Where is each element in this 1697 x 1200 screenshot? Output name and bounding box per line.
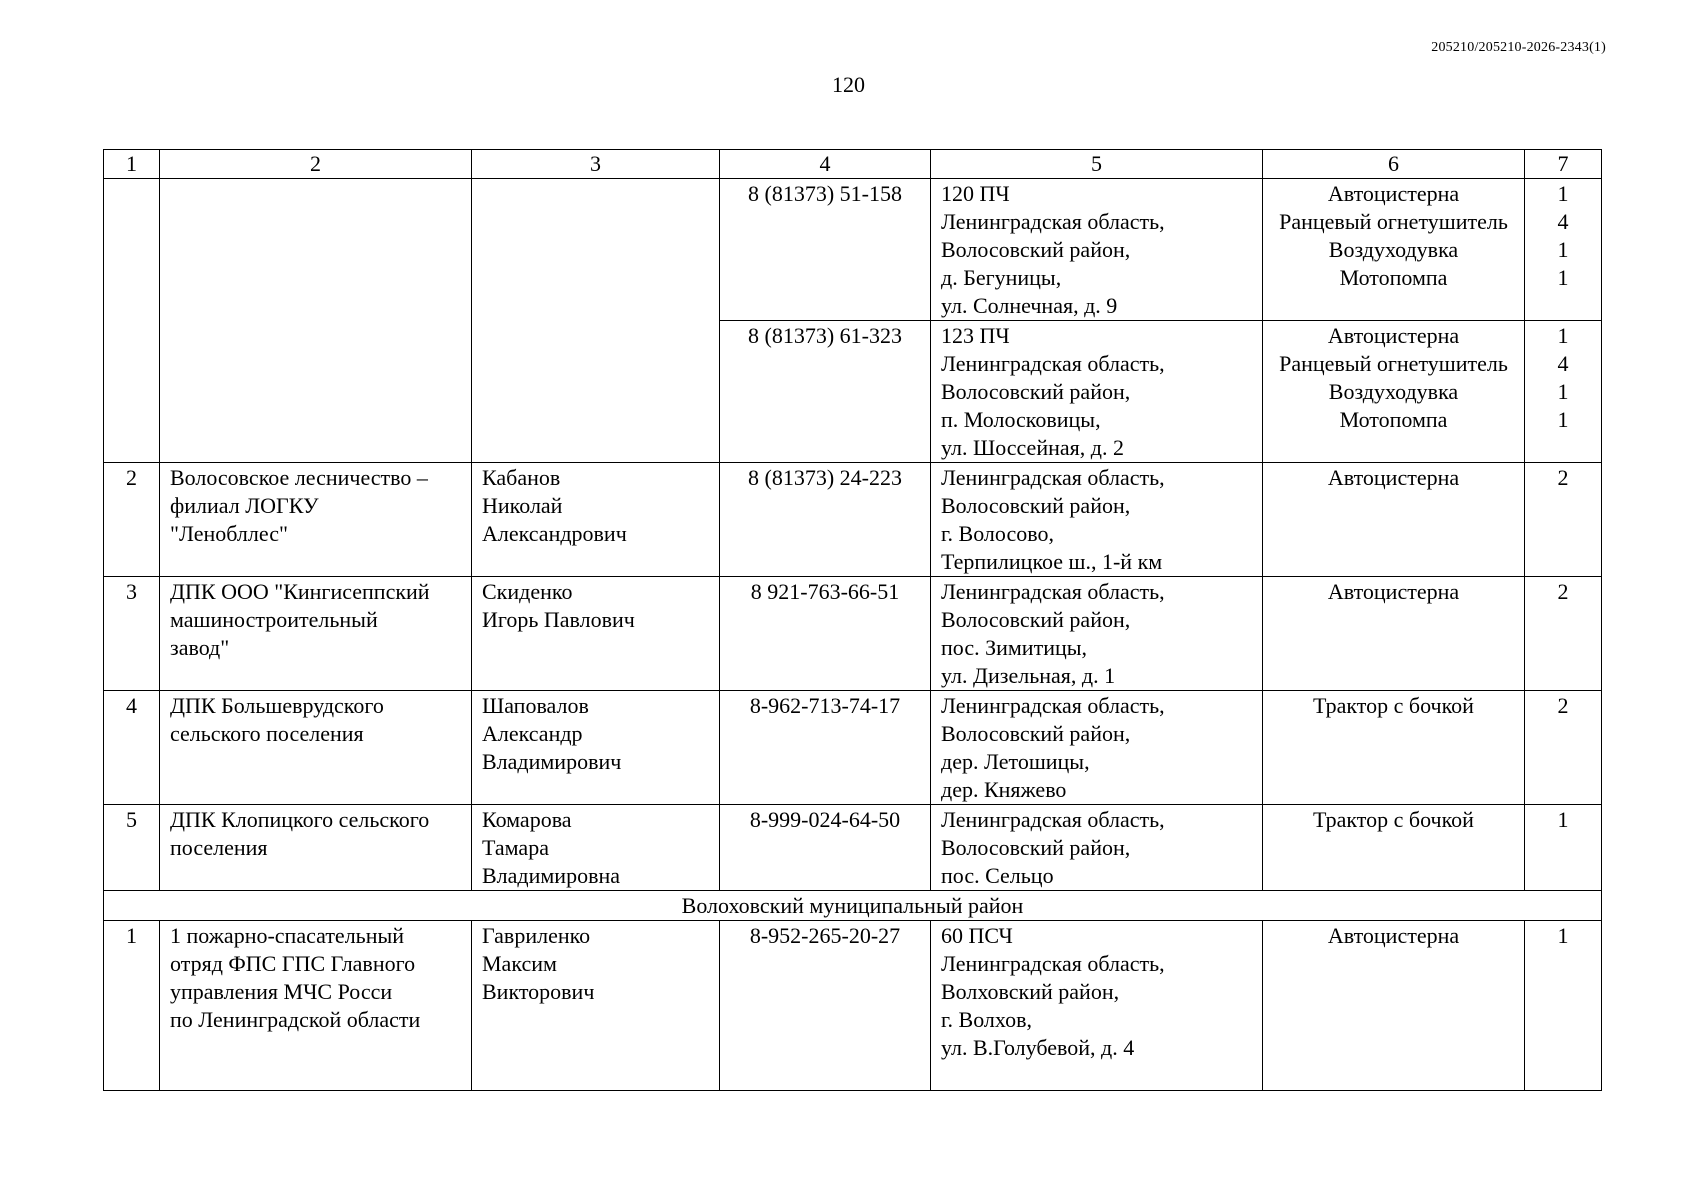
- address-line: д. Бегуницы,: [941, 265, 1062, 290]
- column-header: 3: [472, 150, 720, 179]
- equipment-cell: [1263, 805, 1525, 891]
- responsible-person-cell: [472, 463, 720, 577]
- address-line: Ленинградская область,: [941, 951, 1165, 976]
- row-number-cell: 5: [104, 805, 160, 891]
- equipment-cell: [1263, 691, 1525, 805]
- address-line: Ленинградская область,: [941, 693, 1165, 718]
- row-number-cell: 4: [104, 691, 160, 805]
- address-line: г. Волосово,: [941, 521, 1054, 546]
- address-cell: [931, 321, 1263, 463]
- count-cell: [1525, 321, 1602, 463]
- count-value: 1: [1557, 923, 1569, 948]
- address-line: Ленинградская область,: [941, 465, 1165, 490]
- person-line: Викторович: [482, 979, 595, 1004]
- address-line: п. Молосковицы,: [941, 407, 1101, 432]
- person-line: Максим: [482, 951, 557, 976]
- equipment-cell: [1263, 921, 1525, 1091]
- address-cell: [931, 463, 1263, 577]
- equipment-item: Автоцистерна: [1327, 323, 1460, 348]
- table-row: [104, 805, 1602, 891]
- address-line: Волосовский район,: [941, 835, 1131, 860]
- address-cell: [931, 921, 1263, 1091]
- count-value: 2: [1557, 465, 1569, 490]
- address-line: Волосовский район,: [941, 493, 1131, 518]
- equipment-cell: [1263, 321, 1525, 463]
- address-cell: [931, 805, 1263, 891]
- organization-line: Волосовское лесничество –: [170, 465, 428, 490]
- responsible-person-cell: [472, 921, 720, 1091]
- organization-line: отряд ФПС ГПС Главного: [170, 951, 416, 976]
- address-line: Волосовский район,: [941, 607, 1131, 632]
- table-row: [104, 921, 1602, 1091]
- organization-cell: [160, 463, 472, 577]
- column-header: 1: [104, 150, 160, 179]
- organization-line: филиал ЛОГКУ: [170, 493, 319, 518]
- organization-line: поселения: [170, 835, 268, 860]
- table-row: [104, 691, 1602, 805]
- organization-line: ДПК Большеврудского: [170, 693, 384, 718]
- table-row: [104, 463, 1602, 577]
- count-value: 1: [1557, 237, 1569, 262]
- address-line: Терпилицкое ш., 1-й км: [941, 549, 1163, 574]
- equipment-item: Воздуходувка: [1328, 379, 1459, 404]
- column-header: 2: [160, 150, 472, 179]
- address-line: ул. В.Голубевой, д. 4: [941, 1035, 1135, 1060]
- equipment-item: Автоцистерна: [1327, 465, 1460, 490]
- count-cell: [1525, 691, 1602, 805]
- person-line: Тамара: [482, 835, 549, 860]
- person-line: Кабанов: [482, 465, 561, 490]
- address-line: ул. Шоссейная, д. 2: [941, 435, 1124, 460]
- phone-cell: 8 (81373) 51-158: [720, 179, 931, 321]
- equipment-item: Мотопомпа: [1339, 407, 1448, 432]
- address-line: Волховский район,: [941, 979, 1120, 1004]
- organization-line: управления МЧС Росси: [170, 979, 393, 1004]
- count-cell: [1525, 805, 1602, 891]
- count-value: 1: [1557, 807, 1569, 832]
- count-value: 1: [1557, 181, 1569, 206]
- phone-cell: 8 (81373) 24-223: [720, 463, 931, 577]
- organization-line: ДПК ООО "Кингисеппский: [170, 579, 430, 604]
- count-value: 2: [1557, 579, 1569, 604]
- address-cell: [931, 691, 1263, 805]
- person-line: Александрович: [482, 521, 627, 546]
- address-line: 123 ПЧ: [941, 323, 1010, 348]
- address-line: ул. Солнечная, д. 9: [941, 293, 1118, 318]
- address-line: ул. Дизельная, д. 1: [941, 663, 1116, 688]
- section-title: Волоховский муниципальный район: [104, 891, 1602, 921]
- address-line: Ленинградская область,: [941, 351, 1165, 376]
- equipment-cell: [1263, 577, 1525, 691]
- address-line: пос. Сельцо: [941, 863, 1054, 888]
- person-line: Николай: [482, 493, 563, 518]
- count-value: 1: [1557, 265, 1569, 290]
- person-line: Александр: [482, 721, 583, 746]
- count-cell: [1525, 179, 1602, 321]
- organization-line: сельского поселения: [170, 721, 364, 746]
- equipment-item: Трактор с бочкой: [1313, 807, 1474, 832]
- organization-cell: [160, 921, 472, 1091]
- address-line: Ленинградская область,: [941, 209, 1165, 234]
- organization-line: "Ленобллес": [170, 521, 288, 546]
- address-line: Волосовский район,: [941, 379, 1131, 404]
- column-header: 7: [1525, 150, 1602, 179]
- count-cell: [1525, 577, 1602, 691]
- address-line: 120 ПЧ: [941, 181, 1010, 206]
- organization-line: ДПК Клопицкого сельского: [170, 807, 430, 832]
- equipment-item: Трактор с бочкой: [1313, 693, 1474, 718]
- person-line: Гавриленко: [482, 923, 591, 948]
- organization-cell: [160, 805, 472, 891]
- column-header: 5: [931, 150, 1263, 179]
- organization-line: машиностроительный: [170, 607, 378, 632]
- equipment-item: Автоцистерна: [1327, 181, 1460, 206]
- phone-cell: 8 (81373) 61-323: [720, 321, 931, 463]
- responsible-person-cell: [472, 691, 720, 805]
- row-number-cell: [104, 179, 160, 463]
- phone-cell: 8-999-024-64-50: [720, 805, 931, 891]
- count-value: 2: [1557, 693, 1569, 718]
- person-line: Владимировна: [482, 863, 621, 888]
- row-number-cell: 3: [104, 577, 160, 691]
- phone-cell: 8 921-763-66-51: [720, 577, 931, 691]
- phone-cell: 8-962-713-74-17: [720, 691, 931, 805]
- address-line: г. Волхов,: [941, 1007, 1032, 1032]
- document-id: 205210/205210-2026-2343(1): [1431, 40, 1606, 55]
- person-line: Владимирович: [482, 749, 622, 774]
- equipment-item: Воздуходувка: [1328, 237, 1459, 262]
- row-number-cell: 1: [104, 921, 160, 1091]
- address-cell: [931, 577, 1263, 691]
- address-line: Ленинградская область,: [941, 807, 1165, 832]
- table-row: [104, 179, 1602, 321]
- page-number: 120: [832, 72, 865, 97]
- count-cell: [1525, 463, 1602, 577]
- equipment-cell: [1263, 179, 1525, 321]
- equipment-item: Мотопомпа: [1339, 265, 1448, 290]
- column-header: 6: [1263, 150, 1525, 179]
- address-line: 60 ПСЧ: [941, 923, 1013, 948]
- table-row: [104, 577, 1602, 691]
- organization-line: по Ленинградской области: [170, 1007, 421, 1032]
- responsible-person-cell: [472, 577, 720, 691]
- organization-line: завод": [170, 635, 230, 660]
- responsible-person-cell: [472, 179, 720, 463]
- section-row: [104, 891, 1602, 921]
- data-table: [103, 149, 1602, 1091]
- count-value: 1: [1557, 407, 1569, 432]
- address-line: дер. Летошицы,: [941, 749, 1090, 774]
- equipment-item: Ранцевый огнетушитель: [1279, 351, 1508, 376]
- person-line: Комарова: [482, 807, 572, 832]
- column-header: 4: [720, 150, 931, 179]
- address-line: Волосовский район,: [941, 721, 1131, 746]
- address-cell: [931, 179, 1263, 321]
- address-line: дер. Княжево: [941, 777, 1067, 802]
- equipment-cell: [1263, 463, 1525, 577]
- person-line: Шаповалов: [482, 693, 589, 718]
- organization-cell: [160, 691, 472, 805]
- count-value: 4: [1557, 351, 1569, 376]
- address-line: Волосовский район,: [941, 237, 1131, 262]
- count-value: 4: [1557, 209, 1569, 234]
- person-line: Игорь Павлович: [482, 607, 635, 632]
- address-line: Ленинградская область,: [941, 579, 1165, 604]
- organization-line: 1 пожарно-спасательный: [170, 923, 405, 948]
- header-row: [104, 150, 1602, 179]
- equipment-item: Автоцистерна: [1327, 923, 1460, 948]
- person-line: Скиденко: [482, 579, 573, 604]
- address-line: пос. Зимитицы,: [941, 635, 1088, 660]
- organization-cell: [160, 577, 472, 691]
- row-number-cell: 2: [104, 463, 160, 577]
- count-cell: [1525, 921, 1602, 1091]
- organization-cell: [160, 179, 472, 463]
- count-value: 1: [1557, 323, 1569, 348]
- phone-cell: 8-952-265-20-27: [720, 921, 931, 1091]
- equipment-item: Автоцистерна: [1327, 579, 1460, 604]
- responsible-person-cell: [472, 805, 720, 891]
- count-value: 1: [1557, 379, 1569, 404]
- equipment-item: Ранцевый огнетушитель: [1279, 209, 1508, 234]
